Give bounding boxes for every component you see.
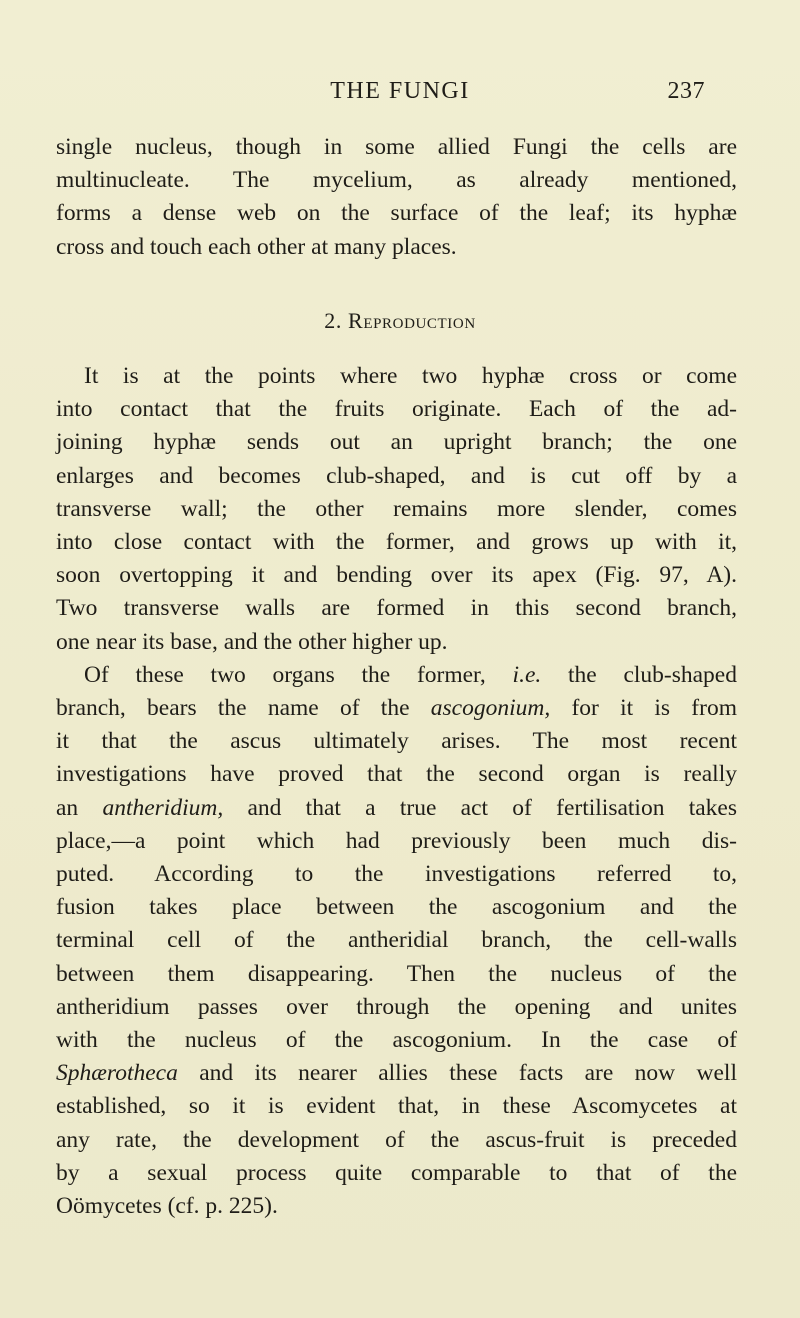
text-line: into close contact with the former, and grows up with it, (56, 529, 737, 556)
text-line: soon overtopping it and bending over its apex (Fig. 97, A). (56, 562, 737, 589)
text-line: fusion takes place between the ascogonium and the (56, 894, 737, 921)
text-line: between them disappearing. Then the nucleus of the (56, 960, 737, 987)
text-line: any rate, the development of the ascus-fruit is preceded (56, 1126, 737, 1153)
running-head: THE FUNGI (330, 78, 470, 104)
text-line: It is at the points where two hyphæ cross or come (84, 363, 737, 389)
text-run: Of these two organs the former, (84, 661, 513, 688)
text-line: investigations have proved that the second organ is really (56, 761, 737, 788)
text-run: for it is from (550, 695, 737, 722)
text-line: into contact that the fruits originate. Each of the ad- (56, 396, 737, 423)
text-line (56, 792, 737, 825)
text-line: multinucleate. The mycelium, as already mentioned, (56, 167, 737, 194)
section-heading (0, 308, 800, 334)
text-line: forms a dense web on the surface of the leaf; its hyphæ (56, 200, 737, 227)
text-line (56, 659, 737, 692)
text-run: branch, bears the name of the (56, 695, 431, 722)
text-line: established, so it is evident that, in these Ascomycetes at (56, 1093, 737, 1120)
text-line: transverse wall; the other remains more slender, comes (56, 495, 737, 522)
text-run: an (56, 794, 103, 821)
text-line: Two transverse walls are formed in this second branch, (56, 595, 737, 622)
text-run: and that a true act of fertilisation takes (223, 794, 738, 821)
italic-term-antheridium: antheridium, (102, 794, 224, 821)
body-text (56, 360, 737, 1223)
text-line: cross and touch each other at many places. (56, 233, 457, 260)
section-number: 2. (324, 308, 342, 333)
section-title: Reproduction (348, 308, 476, 333)
italic-genus-sphaerotheca: Sphærotheca (56, 1060, 178, 1087)
text-line: terminal cell of the antheridial branch, the cell-walls (56, 927, 737, 954)
text-run: the club-shaped (541, 661, 737, 688)
text-line: it that the ascus ultimately arises. The most recent (56, 728, 737, 755)
text-line: enlarges and becomes club-shaped, and is cut off by a (56, 462, 737, 489)
text-line: with the nucleus of the ascogonium. In the case of (56, 1027, 737, 1054)
italic-abbreviation: i.e. (512, 661, 542, 688)
text-line: joining hyphæ sends out an upright branch; the one (56, 429, 737, 456)
text-line (56, 1057, 737, 1090)
text-line: place,—a point which had previously been much dis- (56, 827, 737, 854)
text-line (56, 692, 737, 725)
text-run: and its nearer allies these facts are now well (177, 1060, 737, 1087)
paragraph-continued (56, 131, 737, 264)
text-line: Oömycetes (cf. p. 225). (56, 1193, 278, 1220)
italic-term-ascogonium: ascogonium, (430, 695, 551, 722)
page-header (0, 78, 800, 112)
page-number: 237 (667, 78, 705, 104)
text-line: single nucleus, though in some allied Fungi the cells are (56, 134, 737, 160)
text-line: by a sexual process quite comparable to that of the (56, 1159, 737, 1186)
text-line: puted. According to the investigations referred to, (56, 861, 737, 888)
text-line: antheridium passes over through the opening and unites (56, 993, 737, 1020)
text-line: one near its base, and the other higher up. (56, 628, 448, 655)
